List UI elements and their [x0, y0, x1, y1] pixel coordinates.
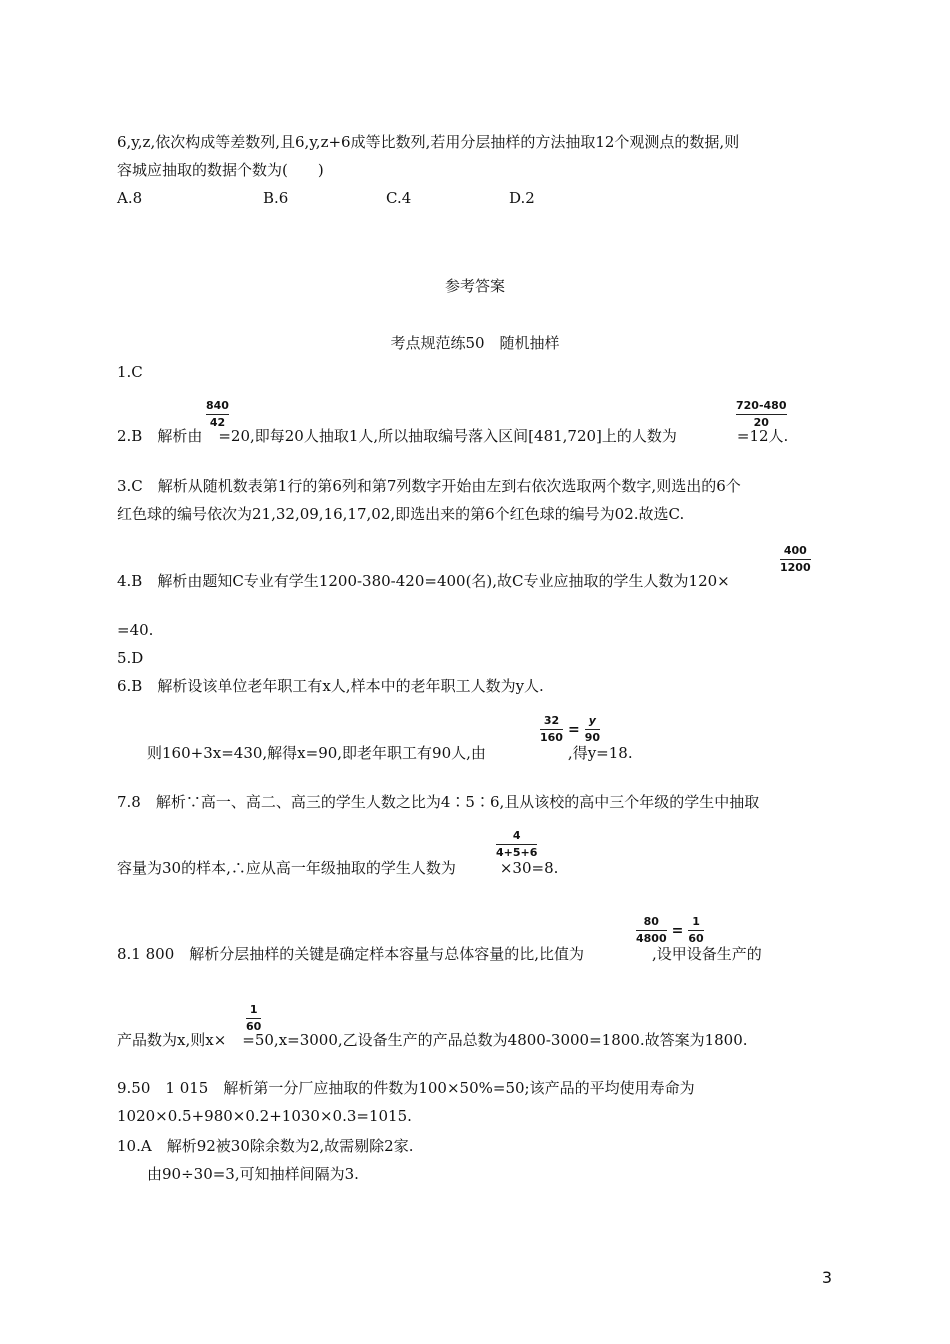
numerator: 840 [206, 399, 229, 412]
answer-2-suffix: =12人. [736, 427, 789, 445]
fraction-840-42 [206, 400, 229, 429]
answer-10-line-1: 10.A 解析92被30除余数为2,故需剔除2家. [117, 1137, 414, 1155]
fraction-1-60: 1 60 [688, 915, 704, 945]
answer-1: 1.C [117, 363, 143, 381]
option-d: D.2 [509, 189, 535, 207]
page-number: 3 [821, 1268, 832, 1287]
fraction-720-480-20 [736, 400, 787, 429]
answer-8-line-1: 8.1 800 解析分层抽样的关键是确定样本容量与总体容量的比,比值为 ,设甲设备生产的 [117, 945, 762, 963]
section-title: 考点规范练50 随机抽样 [390, 334, 560, 352]
question-line-1: 6,y,z,依次构成等差数列,且6,y,z+6成等比数列,若用分层抽样的方法抽取12个观测点的数据,则 [117, 133, 740, 151]
answer-9-line-1: 9.50 1 015 解析第一分厂应抽取的件数为100×50%=50;该产品的平均使用寿命为 [117, 1079, 695, 1097]
answer-2 [117, 426, 788, 446]
answer-2-prefix: 2.B 解析由 [117, 427, 203, 445]
fraction-y-90: y 90 [584, 714, 601, 744]
answer-2-mid: =20,即每20人抽取1人,所以抽取编号落入区间[481,720]上的人数为 [218, 427, 677, 445]
fraction-1-60-b: 1 60 [246, 1003, 262, 1033]
numerator: 400 [783, 544, 807, 557]
answer-6-line-1: 6.B 解析设该单位老年职工有x人,样本中的老年职工人数为y人. [117, 677, 544, 695]
fraction-400-1200 [780, 545, 811, 574]
numerator: 720-480 [736, 399, 787, 412]
denominator: 20 [753, 416, 769, 429]
fraction-32-160: 32 160 [540, 714, 563, 744]
denominator: 42 [209, 416, 226, 429]
option-b: B.6 [263, 189, 289, 207]
denominator: 1200 [780, 561, 811, 574]
answer-5: 5.D [117, 649, 144, 667]
option-a: A.8 [117, 189, 143, 207]
answer-4-line-2: =40. [117, 621, 154, 639]
answer-3-line-2: 红色球的编号依次为21,32,09,16,17,02,即选出来的第6个红色球的编号为02.故选C. [117, 505, 685, 523]
fraction-80-4800: 80 4800 [636, 915, 667, 945]
answer-3-line-1: 3.C 解析从随机数表第1行的第6列和第7列数字开始由左到右依次选取两个数字,则选出的6个 [117, 477, 741, 495]
answer-9-line-2: 1020×0.5+980×0.2+1030×0.3=1015. [117, 1107, 412, 1125]
answer-7-line-1: 7.8 解析∵高一、高二、高三的学生人数之比为4∶5∶6,且从该校的高中三个年级的学生中抽取 [117, 793, 760, 811]
ratio-equation: 80 4800 = 1 60 [636, 915, 704, 945]
answer-6-line-2: 则160+3x=430,解得x=90,即老年职工有90人,由 ,得y=18. [147, 744, 633, 762]
answer-7-line-2: 容量为30的样本,∴应从高一年级抽取的学生人数为 ×30=8. [117, 859, 559, 877]
answer-10-line-2: 由90÷30=3,可知抽样间隔为3. [147, 1165, 359, 1183]
fraction-4-over-15: 4 4+5+6 [496, 829, 538, 859]
answer-title: 参考答案 [444, 277, 505, 295]
answer-8-line-2: 产品数为x,则x× =50,x=3000,乙设备生产的产品总数为4800-3000=1800.故答案为1800. [117, 1031, 748, 1049]
answer-4-line-1: 4.B 解析由题知C专业有学生1200-380-420=400(名),故C专业应抽取的学生人数为120× [117, 572, 730, 590]
option-c: C.4 [386, 189, 412, 207]
question-line-2: 容城应抽取的数据个数为( ) [117, 161, 324, 179]
proportion-equation: 32 160 = y 90 [540, 714, 601, 744]
